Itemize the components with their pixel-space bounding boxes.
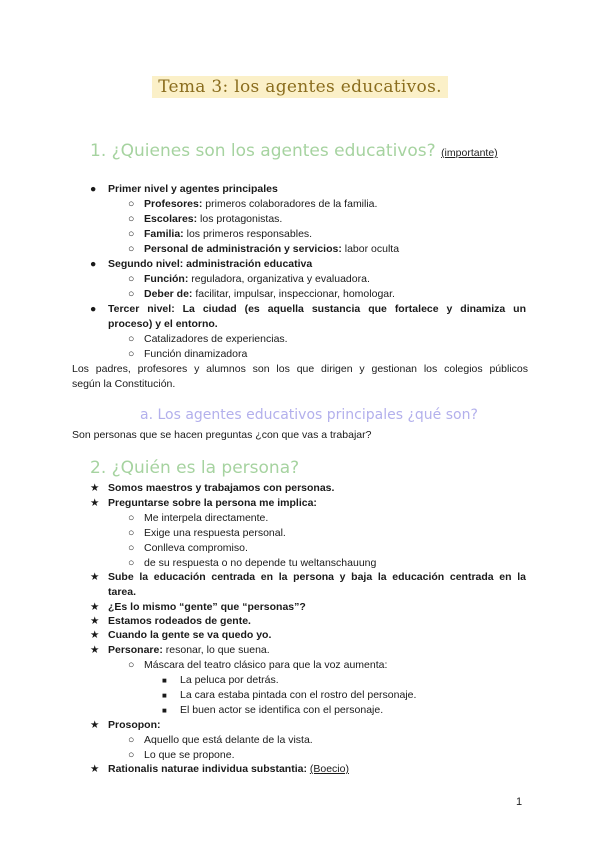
- item-text: primeros colaboradores de la familia.: [202, 198, 378, 210]
- bullet-marker: ●: [90, 303, 97, 315]
- item-term: Personal de administración y servicios:: [144, 243, 342, 255]
- sub-item: Máscara del teatro clásico para que la voz aumenta:: [144, 659, 388, 671]
- star-item: ¿Es lo mismo “gente” que “personas”?: [108, 601, 306, 613]
- circle-marker: ○: [128, 228, 135, 240]
- star-item: Estamos rodeados de gente.: [108, 615, 251, 627]
- circle-marker: ○: [128, 734, 135, 746]
- sub-sub-item: La cara estaba pintada con el rostro del personaje.: [180, 689, 417, 701]
- section2-heading: 2. ¿Quién es la persona?: [90, 458, 300, 478]
- level1-item: [144, 212, 282, 227]
- level3-label-line2: proceso) y el entorno.: [108, 318, 218, 330]
- item-term: Personare:: [108, 644, 163, 656]
- item-text: reguladora, organizativa y evaluadora.: [188, 273, 370, 285]
- sub-item: Aquello que está delante de la vista.: [144, 734, 313, 746]
- star-marker: ★: [90, 763, 100, 775]
- circle-marker: ○: [128, 749, 135, 761]
- sub-item: Conlleva compromiso.: [144, 542, 248, 554]
- square-marker: ■: [162, 676, 167, 685]
- page-title: Tema 3: los agentes educativos.: [152, 76, 448, 98]
- level3-item: Función dinamizadora: [144, 348, 248, 360]
- sub-sub-item: La peluca por detrás.: [180, 674, 279, 686]
- item-text: resonar, lo que suena.: [162, 644, 270, 656]
- item-term: Función:: [144, 273, 189, 285]
- level2-item: [144, 272, 370, 287]
- circle-marker: ○: [128, 527, 135, 539]
- paragraph-line1: Los padres, profesores y alumnos son los que dirigen y gestionan los colegios públicos: [72, 363, 528, 375]
- star-marker: ★: [90, 629, 100, 641]
- star-item: Cuando la gente se va quedo yo.: [108, 629, 272, 641]
- level2-label: Segundo nivel: administración educativa: [108, 258, 313, 270]
- subheading: a. Los agentes educativos principales ¿qué son?: [140, 407, 478, 423]
- circle-marker: ○: [128, 273, 135, 285]
- star-item: Preguntarse sobre la persona me implica:: [108, 497, 317, 509]
- level1-label: Primer nivel y agentes principales: [108, 183, 278, 195]
- level2-item: [144, 287, 395, 302]
- item-text: facilitar, impulsar, inspeccionar, homologar.: [192, 288, 395, 300]
- item-term: Escolares:: [144, 213, 198, 225]
- level1-item: [144, 197, 377, 212]
- level3-item: Catalizadores de experiencias.: [144, 333, 288, 345]
- item-term: Rationalis naturae individua substantia:: [108, 763, 307, 775]
- important-note: (importante): [441, 147, 498, 159]
- item-text: los primeros responsables.: [183, 228, 313, 240]
- star-marker: ★: [90, 601, 100, 613]
- circle-marker: ○: [128, 243, 135, 255]
- paragraph-line2: según la Constitución.: [72, 378, 176, 390]
- circle-marker: ○: [128, 542, 135, 554]
- circle-marker: ○: [128, 557, 135, 569]
- level1-item: [144, 227, 312, 242]
- star-marker: ★: [90, 644, 100, 656]
- star-item-line1: Sube la educación centrada en la persona y baja la educación centrada en la: [108, 571, 526, 583]
- sub-sub-item: El buen actor se identifica con el personaje.: [180, 704, 384, 716]
- star-marker: ★: [90, 482, 100, 494]
- section1-heading-text: 1. ¿Quienes son los agentes educativos?: [90, 141, 436, 161]
- star-item: Somos maestros y trabajamos con personas.: [108, 482, 335, 494]
- sub-item: Lo que se propone.: [144, 749, 235, 761]
- star-marker: ★: [90, 497, 100, 509]
- level1-item: [144, 242, 399, 257]
- item-term: Profesores:: [144, 198, 203, 210]
- circle-marker: ○: [128, 198, 135, 210]
- item-term: Familia:: [144, 228, 184, 240]
- bullet-marker: ●: [90, 258, 97, 270]
- item-term: Deber de:: [144, 288, 193, 300]
- star-item: Prosopon:: [108, 719, 161, 731]
- star-item-line2: tarea.: [108, 586, 137, 598]
- star-item: [108, 762, 349, 777]
- square-marker: ■: [162, 706, 167, 715]
- circle-marker: ○: [128, 288, 135, 300]
- page-number: 1: [516, 796, 523, 808]
- square-marker: ■: [162, 691, 167, 700]
- boecio-note: (Boecio): [309, 763, 349, 775]
- star-item: [108, 643, 270, 658]
- item-text: labor oculta: [341, 243, 400, 255]
- sub-item: de su respuesta o no depende tu weltanschauung: [144, 557, 377, 569]
- star-marker: ★: [90, 571, 100, 583]
- title-wrap: [0, 76, 600, 98]
- circle-marker: ○: [128, 348, 135, 360]
- star-marker: ★: [90, 615, 100, 627]
- circle-marker: ○: [128, 659, 135, 671]
- sub-item: Me interpela directamente.: [144, 512, 269, 524]
- sub-item: Exige una respuesta personal.: [144, 527, 286, 539]
- star-marker: ★: [90, 719, 100, 731]
- circle-marker: ○: [128, 512, 135, 524]
- bullet-marker: ●: [90, 183, 97, 195]
- circle-marker: ○: [128, 333, 135, 345]
- level3-label-line1: Tercer nivel: La ciudad (es aquella sustancia que fortalece y dinamiza un: [108, 303, 526, 315]
- item-text: los protagonistas.: [197, 213, 283, 225]
- sub-paragraph: Son personas que se hacen preguntas ¿con que vas a trabajar?: [72, 429, 372, 441]
- section1-heading: [90, 141, 498, 161]
- circle-marker: ○: [128, 213, 135, 225]
